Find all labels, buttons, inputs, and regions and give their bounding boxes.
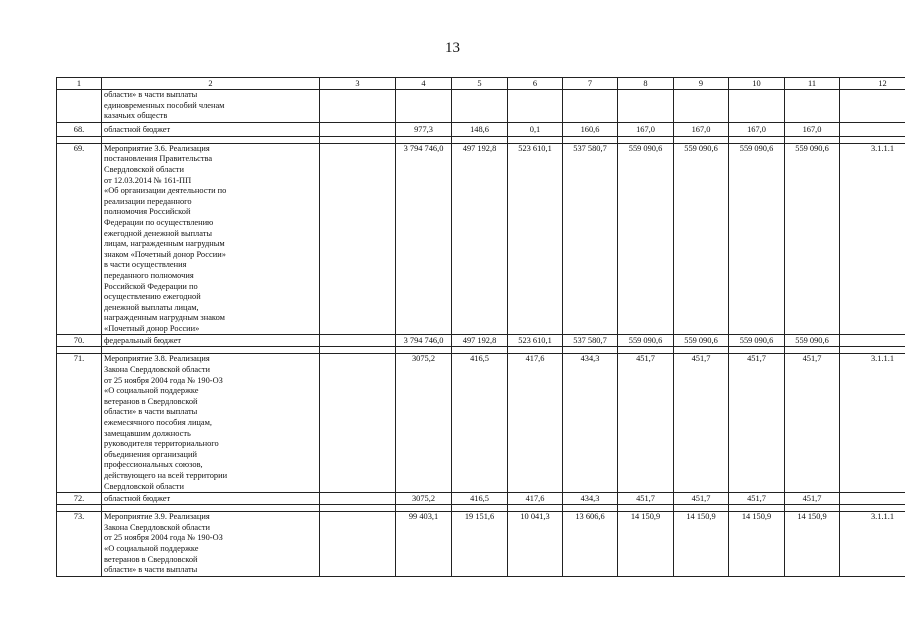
col-header: 2 bbox=[102, 78, 320, 90]
value-cell: 167,0 bbox=[618, 122, 674, 136]
value-cell: 559 090,6 bbox=[618, 143, 674, 335]
value-cell: 148,6 bbox=[452, 122, 508, 136]
value-cell: 167,0 bbox=[785, 122, 840, 136]
target-ref-cell bbox=[840, 90, 905, 123]
col-header: 12 bbox=[840, 78, 905, 90]
value-cell bbox=[508, 90, 563, 123]
col-header: 5 bbox=[452, 78, 508, 90]
value-cell: 10 041,3 bbox=[508, 512, 563, 577]
value-cell: 167,0 bbox=[674, 122, 729, 136]
value-cell: 451,7 bbox=[618, 493, 674, 505]
spacer-row bbox=[57, 136, 905, 143]
row-number bbox=[57, 90, 102, 123]
table-row bbox=[57, 335, 905, 347]
row-description: области» в части выплаты единовременных пособий членам казачьих обществ bbox=[102, 90, 320, 123]
col-header: 11 bbox=[785, 78, 840, 90]
value-cell bbox=[785, 90, 840, 123]
value-cell: 559 090,6 bbox=[729, 335, 785, 347]
value-cell: 14 150,9 bbox=[618, 512, 674, 577]
header-row bbox=[57, 78, 905, 90]
col-header: 8 bbox=[618, 78, 674, 90]
value-cell bbox=[618, 90, 674, 123]
value-cell: 0,1 bbox=[508, 122, 563, 136]
value-cell: 559 090,6 bbox=[729, 143, 785, 335]
col-header: 4 bbox=[396, 78, 452, 90]
value-cell: 977,3 bbox=[396, 122, 452, 136]
value-cell: 537 580,7 bbox=[563, 335, 618, 347]
target-ref-cell: 3.1.1.1 bbox=[840, 354, 905, 493]
col-header: 10 bbox=[729, 78, 785, 90]
value-cell: 497 192,8 bbox=[452, 335, 508, 347]
source-cell bbox=[320, 512, 396, 577]
value-cell: 559 090,6 bbox=[785, 335, 840, 347]
spacer-row bbox=[57, 505, 905, 512]
value-cell bbox=[396, 90, 452, 123]
col-header: 1 bbox=[57, 78, 102, 90]
row-number: 71. bbox=[57, 354, 102, 493]
row-description: Мероприятие 3.8. Реализация Закона Свердловской области от 25 ноября 2004 года № 190-ОЗ «О социальной поддержке ветеранов в Свердловской области» в части выплаты ежемесячного пособия лицам, замещавшим должность руководителя территориального объединения организаций профессиональных союзов, действующего на всей территории Свердловской области bbox=[102, 354, 320, 493]
value-cell: 451,7 bbox=[785, 354, 840, 493]
value-cell bbox=[452, 90, 508, 123]
value-cell: 417,6 bbox=[508, 493, 563, 505]
table-row bbox=[57, 354, 905, 493]
value-cell: 451,7 bbox=[729, 493, 785, 505]
target-ref-cell bbox=[840, 122, 905, 136]
row-description: Мероприятие 3.9. Реализация Закона Свердловской области от 25 ноября 2004 года № 190-ОЗ «О социальной поддержке ветеранов в Свердловской области» в части выплаты bbox=[102, 512, 320, 577]
value-cell: 99 403,1 bbox=[396, 512, 452, 577]
value-cell: 523 610,1 bbox=[508, 335, 563, 347]
row-number: 72. bbox=[57, 493, 102, 505]
source-cell bbox=[320, 122, 396, 136]
col-header: 7 bbox=[563, 78, 618, 90]
table-row bbox=[57, 493, 905, 505]
value-cell: 434,3 bbox=[563, 493, 618, 505]
row-description: областной бюджет bbox=[102, 493, 320, 505]
table-row bbox=[57, 512, 905, 577]
row-number: 69. bbox=[57, 143, 102, 335]
page-number: 13 bbox=[445, 40, 460, 56]
spacer-row bbox=[57, 347, 905, 354]
value-cell: 451,7 bbox=[785, 493, 840, 505]
value-cell: 416,5 bbox=[452, 493, 508, 505]
value-cell: 559 090,6 bbox=[674, 335, 729, 347]
value-cell bbox=[674, 90, 729, 123]
value-cell: 434,3 bbox=[563, 354, 618, 493]
row-description: Мероприятие 3.6. Реализация постановления Правительства Свердловской области от 12.03.2014 № 161-ПП «Об организации деятельности по реализации переданного полномочия Российской Федерации по осуществлению ежегодной денежной выплаты лицам, награжденным нагрудным знаком «Почетный донор России» в части осуществления переданного полномочия Российской Федерации по осуществлению ежегодной денежной выплаты лицам, награжденным нагрудным знаком «Почетный донор России» bbox=[102, 143, 320, 335]
source-cell bbox=[320, 493, 396, 505]
value-cell: 559 090,6 bbox=[785, 143, 840, 335]
value-cell: 537 580,7 bbox=[563, 143, 618, 335]
value-cell: 3075,2 bbox=[396, 354, 452, 493]
value-cell: 3 794 746,0 bbox=[396, 335, 452, 347]
col-header: 9 bbox=[674, 78, 729, 90]
budget-table bbox=[56, 77, 905, 577]
value-cell: 417,6 bbox=[508, 354, 563, 493]
table-row bbox=[57, 122, 905, 136]
value-cell: 451,7 bbox=[674, 354, 729, 493]
value-cell: 559 090,6 bbox=[674, 143, 729, 335]
target-ref-cell: 3.1.1.1 bbox=[840, 143, 905, 335]
value-cell bbox=[729, 90, 785, 123]
table-row bbox=[57, 143, 905, 335]
value-cell: 14 150,9 bbox=[674, 512, 729, 577]
source-cell bbox=[320, 354, 396, 493]
value-cell: 13 606,6 bbox=[563, 512, 618, 577]
value-cell: 160,6 bbox=[563, 122, 618, 136]
source-cell bbox=[320, 90, 396, 123]
value-cell bbox=[563, 90, 618, 123]
target-ref-cell: 3.1.1.1 bbox=[840, 512, 905, 577]
value-cell: 3 794 746,0 bbox=[396, 143, 452, 335]
value-cell: 451,7 bbox=[618, 354, 674, 493]
value-cell: 167,0 bbox=[729, 122, 785, 136]
row-description: областной бюджет bbox=[102, 122, 320, 136]
target-ref-cell bbox=[840, 335, 905, 347]
value-cell: 523 610,1 bbox=[508, 143, 563, 335]
row-number: 73. bbox=[57, 512, 102, 577]
value-cell: 19 151,6 bbox=[452, 512, 508, 577]
source-cell bbox=[320, 335, 396, 347]
col-header: 3 bbox=[320, 78, 396, 90]
value-cell: 497 192,8 bbox=[452, 143, 508, 335]
row-number: 70. bbox=[57, 335, 102, 347]
table-row bbox=[57, 90, 905, 123]
value-cell: 416,5 bbox=[452, 354, 508, 493]
value-cell: 559 090,6 bbox=[618, 335, 674, 347]
source-cell bbox=[320, 143, 396, 335]
target-ref-cell bbox=[840, 493, 905, 505]
value-cell: 14 150,9 bbox=[729, 512, 785, 577]
row-number: 68. bbox=[57, 122, 102, 136]
col-header: 6 bbox=[508, 78, 563, 90]
value-cell: 451,7 bbox=[674, 493, 729, 505]
value-cell: 14 150,9 bbox=[785, 512, 840, 577]
value-cell: 3075,2 bbox=[396, 493, 452, 505]
value-cell: 451,7 bbox=[729, 354, 785, 493]
row-description: федеральный бюджет bbox=[102, 335, 320, 347]
